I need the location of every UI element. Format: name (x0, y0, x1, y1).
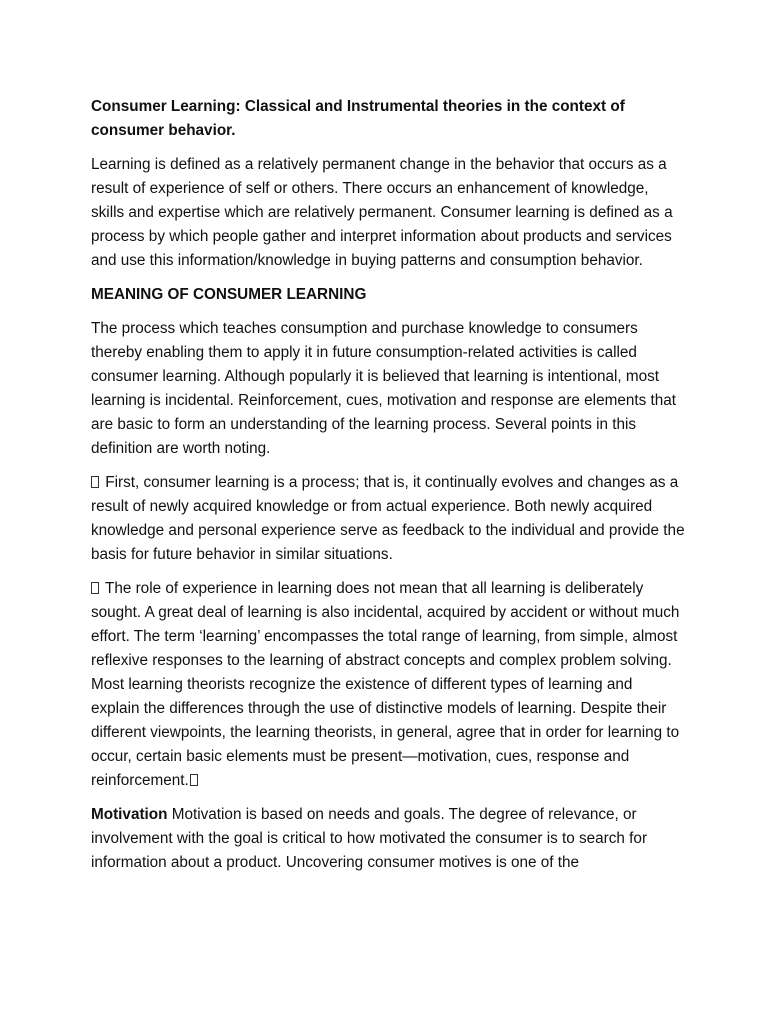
intro-paragraph: Learning is defined as a relatively permanent change in the behavior that occurs as a result of experience of self or others. There occurs an enhancement of knowledge, skills and expertise which are relatively permanent. Consumer learning is defined as a process by which people gather and interpret information about products and services and use this information/knowledge in buying patterns and consumption behavior. (91, 156, 673, 269)
motivation-text: Motivation is based on needs and goals. The degree of relevance, or involvement with the goal is critical to how motivated the consumer is to search for information about a product. Uncovering consumer motives is one of the (91, 806, 648, 871)
document-title: Consumer Learning: Classical and Instrumental theories in the context of consumer behavior. (91, 98, 625, 139)
point-1-text: First, consumer learning is a process; that is, it continually evolves and changes as a result of newly acquired knowledge or from actual experience. Both newly acquired knowledge and personal experience serve as feedback to the individual and provide the basis for future behavior in similar situations. (91, 474, 685, 563)
motivation-label: Motivation (91, 806, 168, 823)
missing-glyph-icon (91, 582, 99, 594)
motivation-paragraph (91, 803, 685, 875)
section-heading: MEANING OF CONSUMER LEARNING (91, 286, 367, 303)
document-page (91, 95, 685, 885)
point-2-text: The role of experience in learning does not mean that all learning is deliberately sought. A great deal of learning is also incidental, acquired by accident or without much effort. The term ‘learning’ encompasses the total range of learning, from simple, almost reflexive responses to the learning of abstract concepts and complex problem solving. Most learning theorists recognize the existence of different types of learning and explain the differences through the use of distinctive models of learning. Despite their different viewpoints, the learning theorists, in general, agree that in order for learning to occur, certain basic elements must be present—motivation, cues, response and reinforcement. (91, 580, 680, 789)
point-paragraph-1 (91, 471, 685, 567)
missing-glyph-icon (91, 476, 99, 488)
missing-glyph-icon (190, 774, 198, 786)
point-paragraph-2 (91, 577, 685, 793)
meaning-paragraph: The process which teaches consumption and purchase knowledge to consumers thereby enabling them to apply it in future consumption-related activities is called consumer learning. Although popularly it is believed that learning is intentional, most learning is incidental. Reinforcement, cues, motivation and response are elements that are basic to form an understanding of the learning process. Several points in this definition are worth noting. (91, 320, 677, 457)
